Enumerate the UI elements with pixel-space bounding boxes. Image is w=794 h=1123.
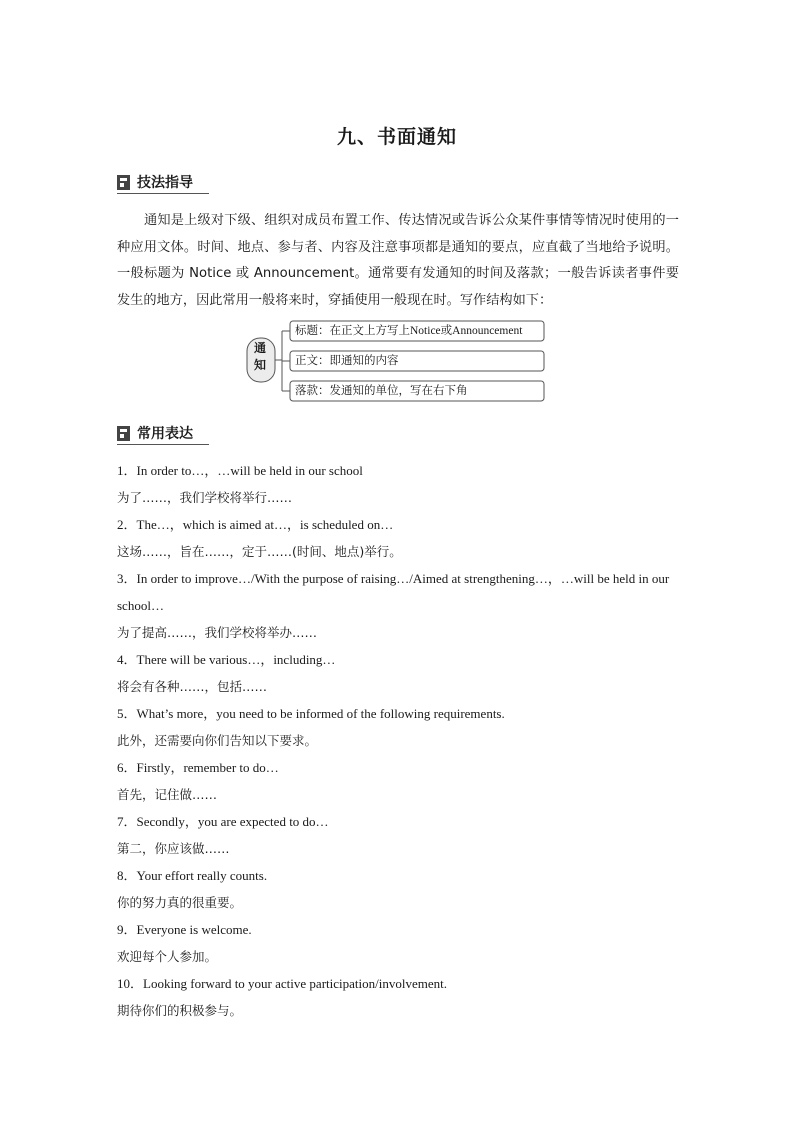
expression-zh: 欢迎每个人参加。 <box>117 949 218 964</box>
expression-zh: 你的努力真的很重要。 <box>117 895 243 910</box>
section-bookmark-icon <box>117 426 130 441</box>
diagram-root-char: 知 <box>253 358 266 372</box>
section-label: 常用表达 <box>137 426 193 442</box>
section-underline <box>117 444 209 445</box>
expression-en: 5．What’s more，you need to be informed of the following requirements. <box>117 706 505 721</box>
section-label: 技法指导 <box>137 175 193 191</box>
expression-zh: 此外，还需要向你们告知以下要求。 <box>117 733 318 748</box>
page-title: 九、书面通知 <box>336 126 457 148</box>
expression-en: 6．Firstly，remember to do… <box>117 760 279 775</box>
expression-zh: 为了提高……，我们学校将举办…… <box>117 625 318 640</box>
expression-en: 10．Looking forward to your active participation/involvement. <box>117 976 447 991</box>
expression-en: 2．The…，which is aimed at…，is scheduled on… <box>117 517 394 532</box>
expression-zh: 期待你们的积极参与。 <box>117 1003 243 1018</box>
section-heading-technique <box>117 171 217 197</box>
expression-en: 7．Secondly，you are expected to do… <box>117 814 329 829</box>
expression-zh: 第二，你应该做…… <box>117 841 230 856</box>
section-bookmark-icon <box>117 175 130 190</box>
diagram-item-body: 正文：即通知的内容 <box>295 355 399 367</box>
diagram-item-signature: 落款：发通知的单位，写在右下角 <box>295 385 468 397</box>
expression-en: 1．In order to…，…will be held in our school <box>117 463 363 478</box>
intro-paragraph: 通知是上级对下级、组织对成员布置工作、传达情况或告诉公众某件事情等情况时使用的一种应用文体。时间、地点、参与者、内容及注意事项都是通知的要点，应直截了当地给予说明。一般标题为 Notice 或 Announcement。通常要有发通知的时间及落款；一般告诉读者事件要发生的地方，因此常用一般将来时，穿插使用一般现在时。写作结构如下： <box>117 213 679 308</box>
expression-zh: 首先，记住做…… <box>117 787 218 802</box>
expression-en: 8．Your effort really counts. <box>117 868 268 883</box>
expression-en: 3．In order to improve…/With the purpose of raising…/Aimed at strengthening…，…will be held in our school… <box>117 571 670 613</box>
structure-diagram <box>245 318 547 406</box>
section-heading-expressions <box>117 422 217 448</box>
expression-zh: 为了……，我们学校将举行…… <box>117 490 293 505</box>
section-underline <box>117 193 209 194</box>
expression-en: 4．There will be various…，including… <box>117 652 336 667</box>
diagram-item-title: 标题：在正文上方写上Notice或Announcement <box>295 325 523 337</box>
expression-zh: 将会有各种……，包括…… <box>117 679 268 694</box>
expression-zh: 这场……，旨在……，定于……(时间、地点)举行。 <box>117 544 402 559</box>
expression-list <box>117 457 681 1024</box>
expression-en: 9．Everyone is welcome. <box>117 922 252 937</box>
diagram-root-char: 通 <box>253 341 266 355</box>
diagram-root-label <box>247 340 273 380</box>
